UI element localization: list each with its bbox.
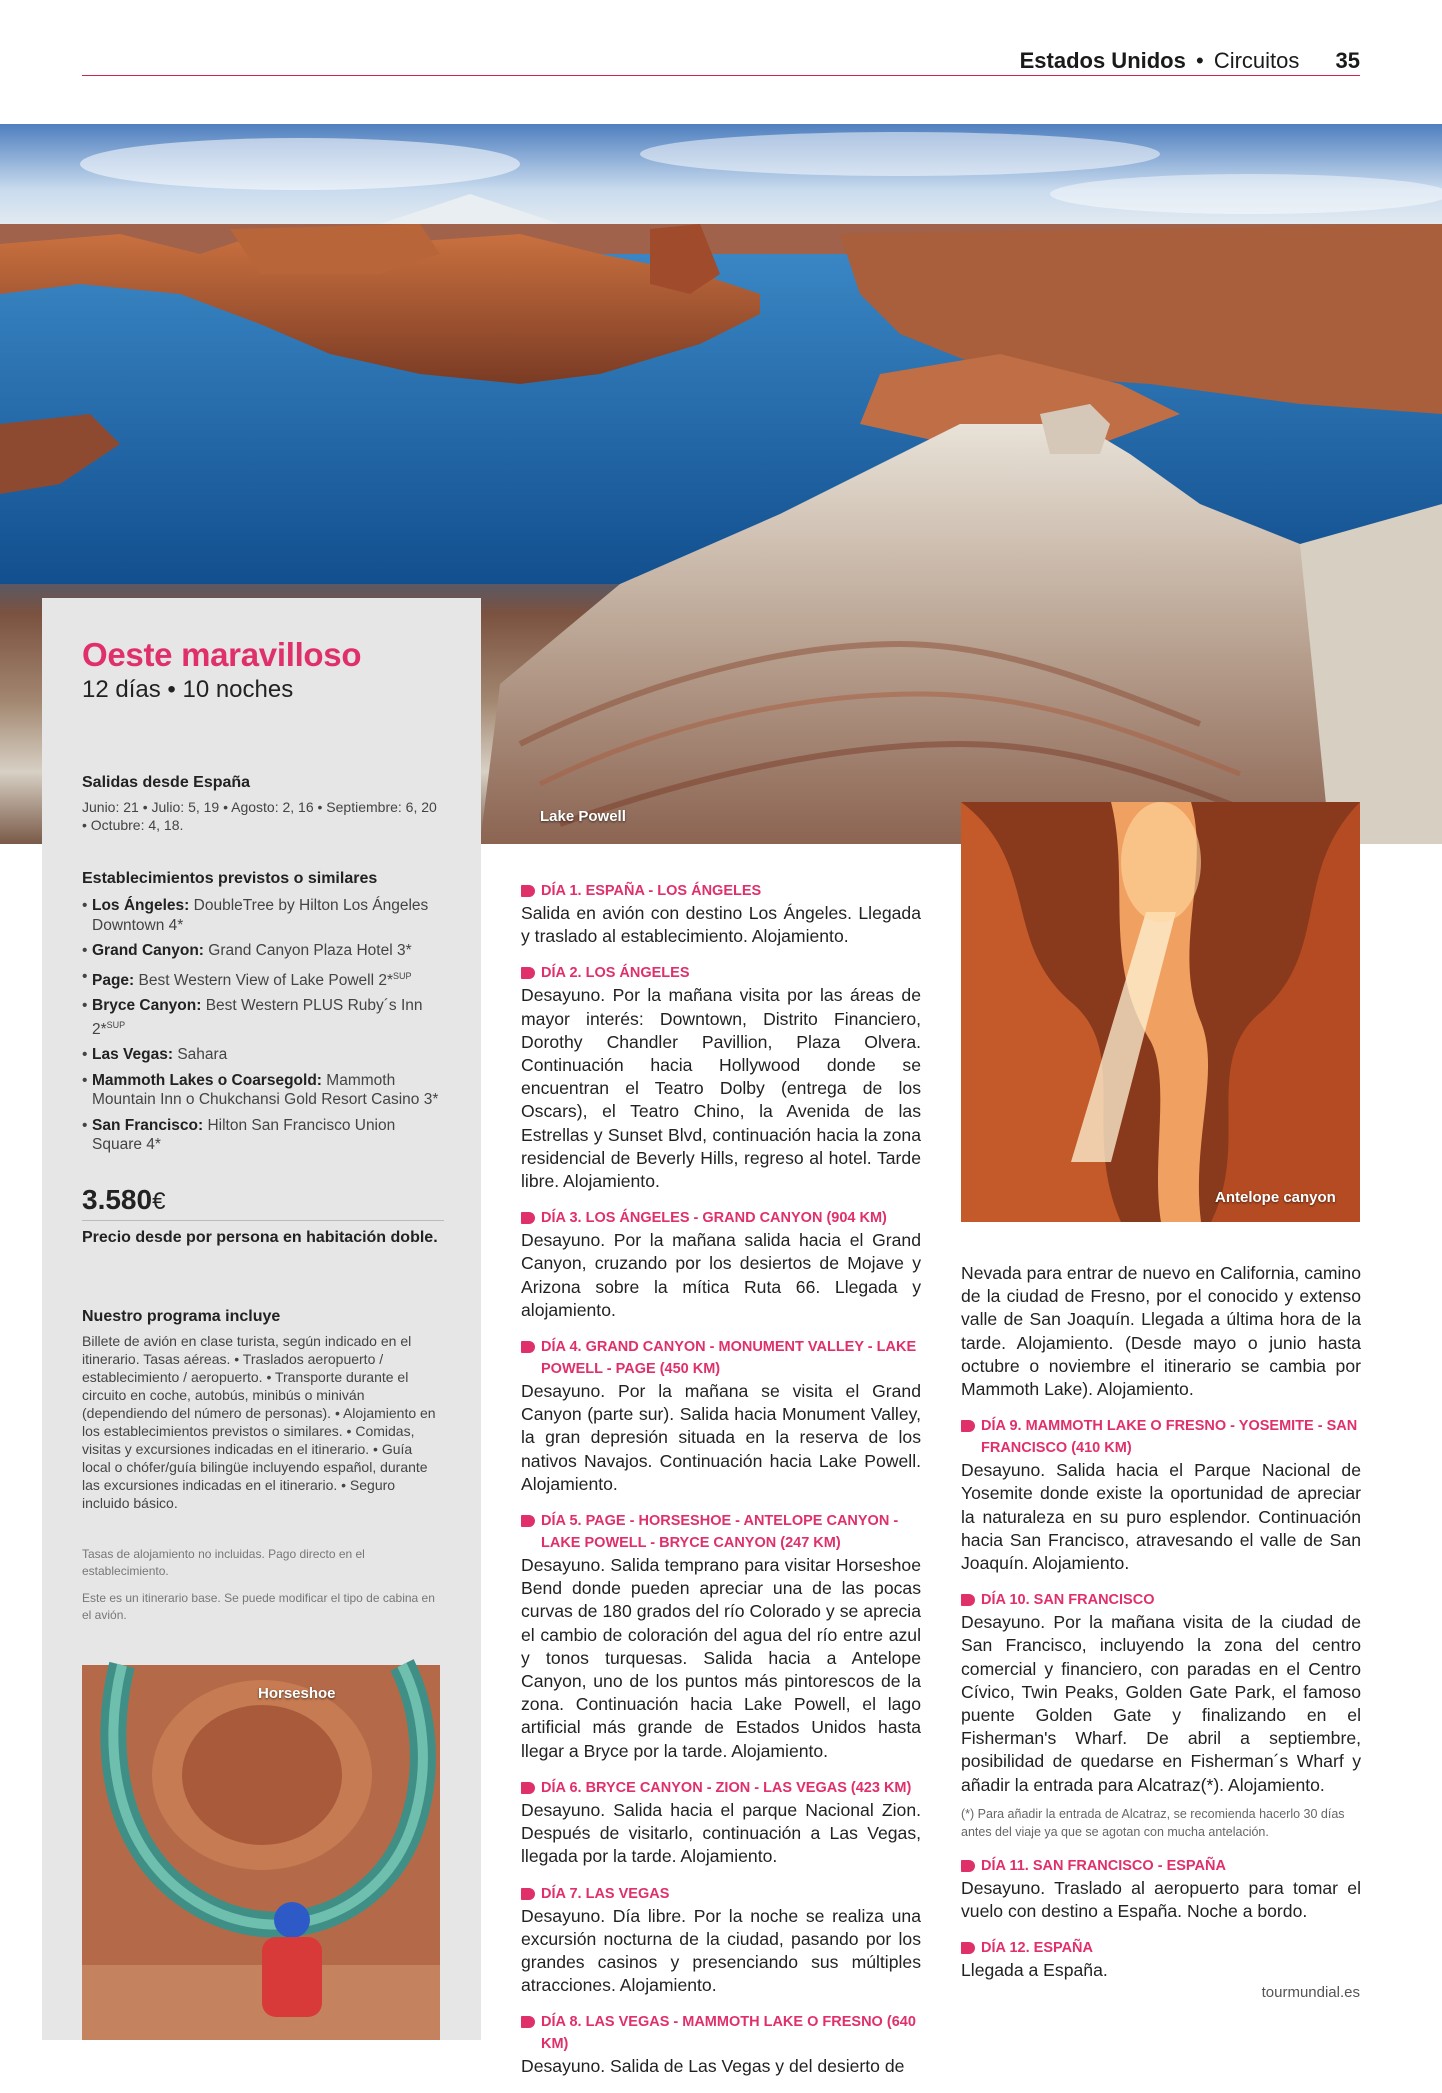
day-text: Desayuno. Salida de Las Vegas y del desierto de	[521, 2056, 905, 2077]
day-text: Desayuno. Por la mañana se visita el Grand Canyon (parte sur). Salida hacia Monument Valley, la gran depresión situada en la reserva de los nativos Navajos. Continuación hacia Lake Powell. Alojamiento.	[521, 1381, 921, 1494]
header-separator: •	[1195, 48, 1204, 73]
includes-section	[82, 1308, 444, 1512]
hotels-heading: Establecimientos previstos o similares	[82, 870, 378, 887]
day-title: DÍA 3. LOS ÁNGELES - GRAND CANYON (904 KM)	[521, 1207, 921, 1229]
day-title: DÍA 9. MAMMOTH LAKE O FRESNO - YOSEMITE - SAN FRANCISCO (410 KM)	[961, 1415, 1361, 1459]
itinerary-day	[521, 880, 921, 948]
itinerary-day	[521, 1207, 921, 1322]
antelope-canyon-photo	[961, 802, 1360, 1222]
hotel-name: Best Western PLUS Ruby´s Inn 2*	[92, 997, 423, 1038]
hotels-list	[82, 896, 444, 1155]
day-text: Desayuno. Salida temprano para visitar Horseshoe Bend donde pueden apreciar una de las pocas curvas de 180 grados del río Colorado y se aprecia el cambio de coloración del agua del río entre azul y tonos turquesas. Salida hacia a Antelope Canyon, uno de los puntos más pintorescos de la zona. Continuación hacia Lake Powell, el lago artificial más grande de Estados Unidos hasta llegar a Bryce por la tarde. Alojamiento.	[521, 1555, 921, 1761]
hotel-name: DoubleTree by Hilton Los Ángeles Downtown 4*	[92, 897, 429, 934]
day-text: Salida en avión con destino Los Ángeles. Llegada y traslado al establecimiento. Alojamiento.	[521, 903, 921, 947]
horseshoe-photo	[82, 1665, 440, 2040]
itinerary-day	[521, 2011, 921, 2078]
day-title: DÍA 2. LOS ÁNGELES	[521, 962, 921, 984]
horseshoe-illustration	[82, 1665, 440, 2040]
includes-heading: Nuestro programa incluye	[82, 1308, 281, 1325]
note-base: Este es un itinerario base. Se puede modificar el tipo de cabina en el avión.	[82, 1591, 435, 1622]
page-header	[82, 44, 1360, 76]
day-title: DÍA 11. SAN FRANCISCO - ESPAÑA	[961, 1855, 1361, 1877]
price-value	[82, 1184, 444, 1221]
antelope-illustration	[961, 802, 1360, 1222]
list-item	[82, 1045, 444, 1065]
itinerary-day	[961, 1589, 1361, 1841]
hotel-city: Grand Canyon:	[92, 942, 204, 959]
day-title: DÍA 6. BRYCE CANYON - ZION - LAS VEGAS (423 KM)	[521, 1777, 921, 1799]
includes-text: Billete de avión en clase turista, según indicado en el itinerario. Tasas aéreas. • Traslados aeropuerto / establecimiento / aeropuerto. • Transporte durante el circuito en coche, autobús, minibús o miniván (dependiendo del número de personas). • Alojamiento en los establecimientos previstos o similares. • Comidas, visitas y excursiones indicadas en el itinerario. • Guía local o chófer/guía bilingüe incluyendo español, durante las excursiones indicadas en el itinerario. • Seguro incluido básico.	[82, 1333, 436, 1511]
itinerary-day	[521, 962, 921, 1193]
list-item	[82, 941, 444, 961]
day-note: (*) Para añadir la entrada de Alcatraz, se recomienda hacerlo 30 días antes del viaje ya que se agotan con mucha antelación.	[961, 1806, 1345, 1839]
itinerary-day	[521, 1777, 921, 1869]
hotels-section	[82, 870, 444, 1161]
day-title: DÍA 10. SAN FRANCISCO	[961, 1589, 1361, 1611]
day-title: DÍA 12. ESPAÑA	[961, 1937, 1361, 1959]
price-amount: 3.580	[82, 1184, 153, 1215]
day-text: Llegada a España.	[961, 1960, 1108, 1981]
departures-heading: Salidas desde España	[82, 774, 251, 791]
day-title: DÍA 8. LAS VEGAS - MAMMOTH LAKE O FRESNO (640 KM)	[521, 2011, 921, 2055]
list-item	[82, 1071, 444, 1110]
trip-title: Oeste maravilloso	[82, 636, 362, 673]
list-item	[82, 967, 444, 991]
note-tax: Tasas de alojamiento no incluidas. Pago directo en el establecimiento.	[82, 1547, 365, 1578]
day-title: DÍA 5. PAGE - HORSESHOE - ANTELOPE CANYON - LAKE POWELL - BRYCE CANYON (247 KM)	[521, 1510, 921, 1554]
hotel-name: Mammoth Mountain Inn o Chukchansi Gold Resort Casino 3*	[92, 1071, 439, 1109]
list-item	[82, 896, 444, 935]
day-text: Desayuno. Por la mañana salida hacia el Grand Canyon, cruzando por los desiertos de Mojave y Arizona sobre la mítica Ruta 66. Llegada y alojamiento.	[521, 1230, 921, 1320]
departures-section	[82, 774, 444, 834]
day-text: Desayuno. Traslado al aeropuerto para tomar el vuelo con destino a España. Noche a bordo.	[961, 1877, 1361, 1922]
header-section: Circuitos	[1213, 48, 1300, 73]
day-title: DÍA 1. ESPAÑA - LOS ÁNGELES	[521, 880, 921, 902]
departures-dates: Junio: 21 • Julio: 5, 19 • Agosto: 2, 16 • Septiembre: 6, 20 • Octubre: 4, 18.	[82, 799, 437, 833]
itinerary-day	[521, 1336, 921, 1496]
itinerary-day	[521, 1883, 921, 1998]
itinerary-day	[521, 1510, 921, 1763]
antelope-caption: Antelope canyon	[1215, 1189, 1336, 1206]
hotel-name: Best Western View of Lake Powell 2*	[138, 971, 393, 989]
price-description: Precio desde por persona en habitación doble.	[82, 1229, 438, 1246]
hotel-city: San Francisco:	[92, 1116, 204, 1134]
hotel-city: Los Ángeles:	[92, 897, 190, 914]
day-text: Desayuno. Por la mañana visita por las áreas de mayor interés: Downtown, Distrito Financiero, Dorothy Chandler Pavillion, Plaza Olvera. Continuación hacia Hollywood donde se encuentran el Teatro Dolby (entrega de los Oscars), el Teatro Chino, la Avenida de las Estrellas y Sunset Blvd, continuación hacia la zona residencial de Beverly Hills, regreso al hotel. Tarde libre. Alojamiento.	[521, 985, 921, 1192]
hero-caption: Lake Powell	[540, 808, 626, 825]
trip-duration: 12 días • 10 noches	[82, 676, 294, 703]
hotel-city: Mammoth Lakes o Coarsegold:	[92, 1071, 322, 1089]
price-currency: €	[152, 1188, 166, 1215]
day-text: Desayuno. Salida hacia el Parque Nacional de Yosemite donde existe la oportunidad de apreciar la naturaleza en su puro esplendor. Continuación hacia San Francisco, atravesando el valle de San Joaquín. Alojamiento.	[961, 1460, 1361, 1574]
header-text	[1020, 48, 1360, 74]
hotel-name: Sahara	[177, 1046, 228, 1064]
list-item	[82, 1116, 444, 1155]
list-item	[82, 996, 444, 1039]
day-text: Desayuno. Día libre. Por la noche se realiza una excursión nocturna de la ciudad, pasando por los grandes casinos y presenciando sus múltiples atracciones. Alojamiento.	[521, 1905, 921, 1996]
day-text: Desayuno. Por la mañana visita de la ciudad de San Francisco, incluyendo la zona del centro comercial y financiero, con paradas en el Centro Cívico, Twin Peaks, Golden Gate Park, el famoso puente Golden Gate y finalizando en el Fisherman's Wharf. De abril a septiembre, posibilidad de quedarse en Fisherman´s Wharf y añadir la entrada para Alcatraz(*). Alojamiento.	[961, 1612, 1361, 1795]
hotel-name: Grand Canyon Plaza Hotel 3*	[208, 942, 412, 959]
itinerary-column-1	[521, 880, 921, 2093]
itinerary-column-2	[961, 1262, 1361, 1996]
hotel-city: Bryce Canyon:	[92, 997, 202, 1015]
hotel-city: Las Vegas:	[92, 1046, 173, 1064]
day-text-continued: Nevada para entrar de nuevo en California, camino de la ciudad de Fresno, por el conocido y extenso valle de San Joaquín. Llegada a última hora de la tarde. Alojamiento. (Desde mayo o junio hasta octubre o noviembre el itinerario se cambia por Mammoth Lake). Alojamiento.	[961, 1263, 1361, 1400]
itinerary-day	[961, 1415, 1361, 1575]
horseshoe-caption: Horseshoe	[258, 1685, 336, 1702]
hotel-city: Page:	[92, 971, 135, 989]
header-country: Estados Unidos	[1019, 48, 1186, 73]
day-text: Desayuno. Salida hacia el parque Nacional Zion. Después de visitarlo, continuación a Las Vegas, llegada por la tarde. Alojamiento.	[521, 1799, 921, 1867]
itinerary-day	[961, 1937, 1361, 1982]
hotel-sup: SUP	[392, 970, 412, 981]
hotel-name: Hilton San Francisco Union Square 4*	[92, 1116, 396, 1154]
footer-website: tourmundial.es	[1261, 1984, 1360, 2001]
hotel-sup: SUP	[106, 1019, 126, 1030]
price-section	[82, 1184, 444, 1249]
day-title: DÍA 4. GRAND CANYON - MONUMENT VALLEY - LAKE POWELL - PAGE (450 KM)	[521, 1336, 921, 1380]
itinerary-day	[961, 1855, 1361, 1923]
page-number: 35	[1335, 48, 1360, 73]
day-title: DÍA 7. LAS VEGAS	[521, 1883, 921, 1905]
